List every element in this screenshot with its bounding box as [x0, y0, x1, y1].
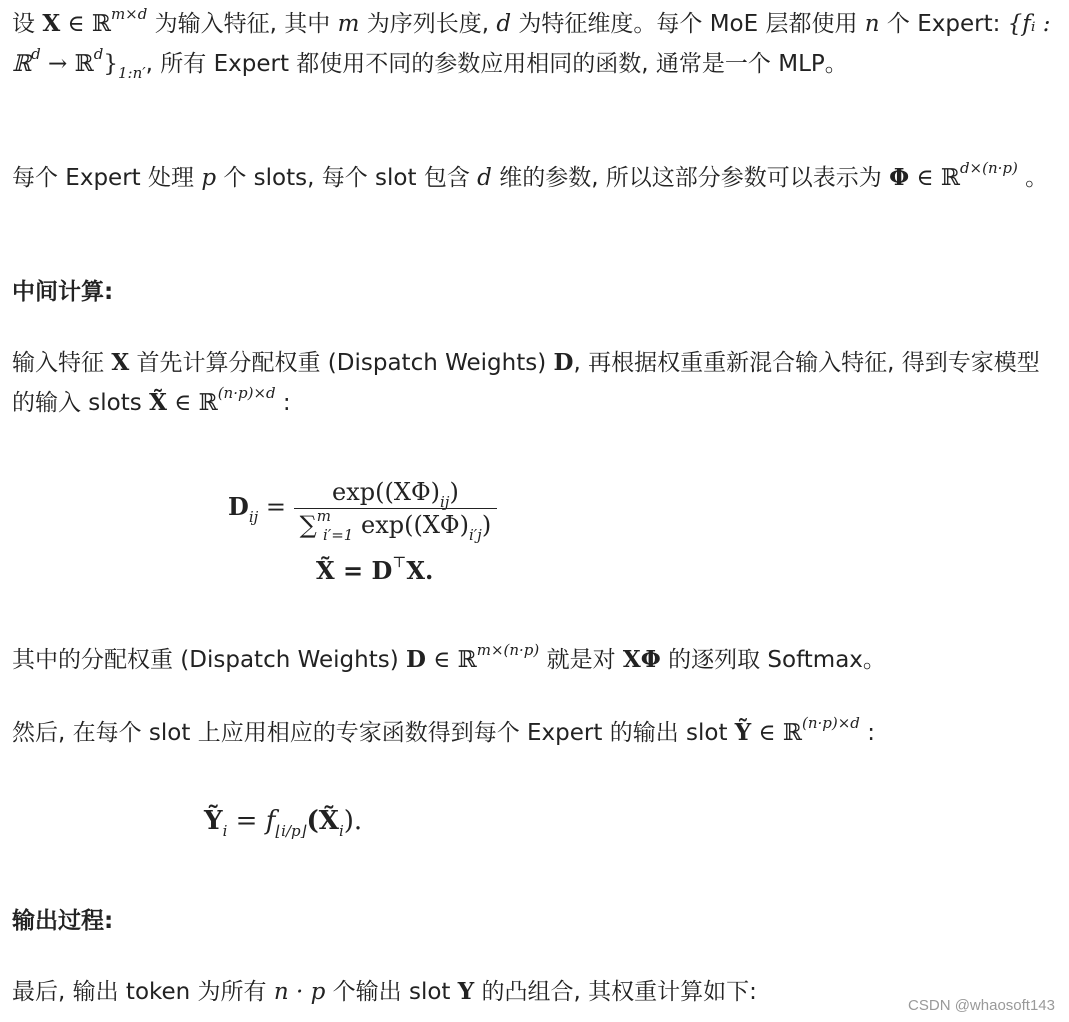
heading-intermediate: 中间计算:	[12, 279, 114, 305]
eq-num-text: exp((XΦ)	[332, 478, 440, 506]
math-d: d	[477, 165, 492, 191]
text: 其中的分配权重 (Dispatch Weights)	[12, 647, 399, 673]
math-sup: d	[31, 45, 41, 63]
paragraph-output	[12, 972, 1057, 1012]
math-sup: (n·p)×d	[217, 384, 276, 402]
equation-expert-apply	[204, 806, 363, 840]
math-p: p	[201, 165, 217, 191]
eq-f: = f	[227, 806, 276, 836]
text: 个输出 slot	[332, 979, 451, 1005]
math-in-R: ∈ ℝ	[174, 390, 218, 416]
eq-equals: =	[265, 493, 287, 521]
eq-X: X.	[406, 556, 434, 585]
eq-transpose: ⊤	[392, 553, 407, 571]
watermark: CSDN @whaosoft143	[908, 997, 1055, 1014]
equation-mix	[316, 553, 434, 585]
eq-sub: i′=1	[323, 526, 354, 544]
math-brace: }	[103, 51, 118, 77]
paragraph-dispatch	[12, 343, 1057, 423]
math-Y-tilde: Ỹ	[734, 719, 752, 746]
math-X-tilde: X̃	[149, 389, 167, 416]
text: 每个 Expert 处理	[12, 165, 194, 191]
paragraph-dispatch-softmax	[12, 640, 1057, 680]
eq-paren: )	[449, 478, 459, 506]
eq-den-text: exp((XΦ)	[353, 511, 469, 539]
eq-paren: ).	[343, 806, 363, 836]
heading-output: 输出过程:	[12, 908, 114, 934]
text: 。	[1025, 165, 1049, 191]
math-D: D	[406, 646, 426, 673]
eq-X-tilde: (X̃	[306, 806, 339, 836]
math-Y: Y	[457, 978, 475, 1005]
text: 个 slots, 每个 slot 包含	[223, 165, 470, 191]
math-n-dot-p: n · p	[273, 979, 326, 1005]
eq-sub: ⌊i/p⌋	[275, 822, 307, 840]
text: 设	[12, 11, 35, 37]
text: 的凸组合, 其权重计算如下:	[481, 979, 757, 1005]
math-in-R: ∈ ℝ	[916, 165, 960, 191]
eq-sub: i	[222, 822, 228, 840]
text: 为输入特征, 其中	[154, 11, 331, 37]
text: 维的参数, 所以这部分参数可以表示为	[499, 165, 882, 191]
math-D: D	[553, 349, 574, 376]
math-sup: m×(n·p)	[476, 641, 540, 659]
text: :	[282, 390, 291, 416]
math-sup: (n·p)×d	[801, 714, 860, 732]
eq-mix: X̃ = D	[316, 556, 393, 585]
math-in-R: ∈ ℝ	[67, 11, 111, 37]
eq-sum: ∑	[299, 511, 317, 539]
eq-sub: i′j	[468, 526, 482, 544]
paragraph-slots	[12, 158, 1057, 198]
text: 最后, 输出 token 为所有	[12, 979, 267, 1005]
math-m: m	[337, 11, 360, 37]
math-XPhi: XΦ	[622, 646, 661, 673]
eq-sub: i	[338, 822, 344, 840]
math-X: X	[111, 349, 130, 376]
math-expert-set: {fᵢ : ℝ	[12, 11, 1051, 77]
text: 首先计算分配权重 (Dispatch Weights)	[136, 350, 547, 376]
math-in-R: ∈ ℝ	[758, 720, 802, 746]
text: 的逐列取 Softmax。	[668, 647, 886, 673]
paragraph-expert-output	[12, 713, 1057, 753]
paragraph-moe-intro: 设 X ∈ ℝ$^{m\times d}$ 为输入特征, 其中 m 为序列长度, d 为特征维度。每个 MoE 层都使用 n 个 Expert: {fᵢ : ℝ$^d$ → $ℝ^d\}_{1:n'}$, 所有 Expert 都使用不同的参数应用相同的函数, 通常是一个 MLP。	[12, 5, 1051, 82]
eq-Y-tilde: Ỹ	[204, 806, 223, 836]
text: 然后, 在每个 slot 上应用相应的专家函数得到每个 Expert 的输出 slot	[12, 720, 728, 746]
math-d: d	[496, 11, 512, 37]
text: :	[867, 720, 875, 746]
text: 所有 Expert 都使用不同的参数应用相同的函数, 通常是一个 MLP。	[160, 51, 848, 77]
text: 为序列长度,	[366, 11, 490, 37]
eq-paren: )	[481, 511, 492, 539]
math-Phi: Φ	[889, 164, 910, 191]
equation-dispatch-weights	[228, 478, 548, 544]
eq-sub: ij	[248, 508, 259, 526]
math-sup: m×d	[110, 5, 148, 23]
math-sub: 1:n′	[118, 64, 146, 82]
math-sup: d	[93, 45, 104, 63]
eq-sup: m	[316, 507, 332, 525]
text: 个 Expert:	[886, 11, 1001, 37]
math-n: n	[864, 11, 880, 37]
math-arrow: → ℝ	[40, 51, 94, 77]
text: 为特征维度。每个 MoE 层都使用	[518, 11, 858, 37]
math-X: X	[42, 10, 61, 37]
text: 输入特征	[12, 350, 104, 376]
eq-numerator	[294, 478, 498, 509]
eq-fraction	[294, 478, 498, 544]
eq-denominator	[294, 507, 498, 544]
text: , 再根据权重重新混合输入特征, 得到专家模型的输入 slots	[12, 350, 1040, 416]
text: 就是对	[546, 647, 616, 673]
eq-D: D	[228, 492, 249, 521]
eq-sub: ij	[439, 493, 450, 511]
math-sup: d×(n·p)	[959, 159, 1018, 177]
math-in-R: ∈ ℝ	[433, 647, 477, 673]
